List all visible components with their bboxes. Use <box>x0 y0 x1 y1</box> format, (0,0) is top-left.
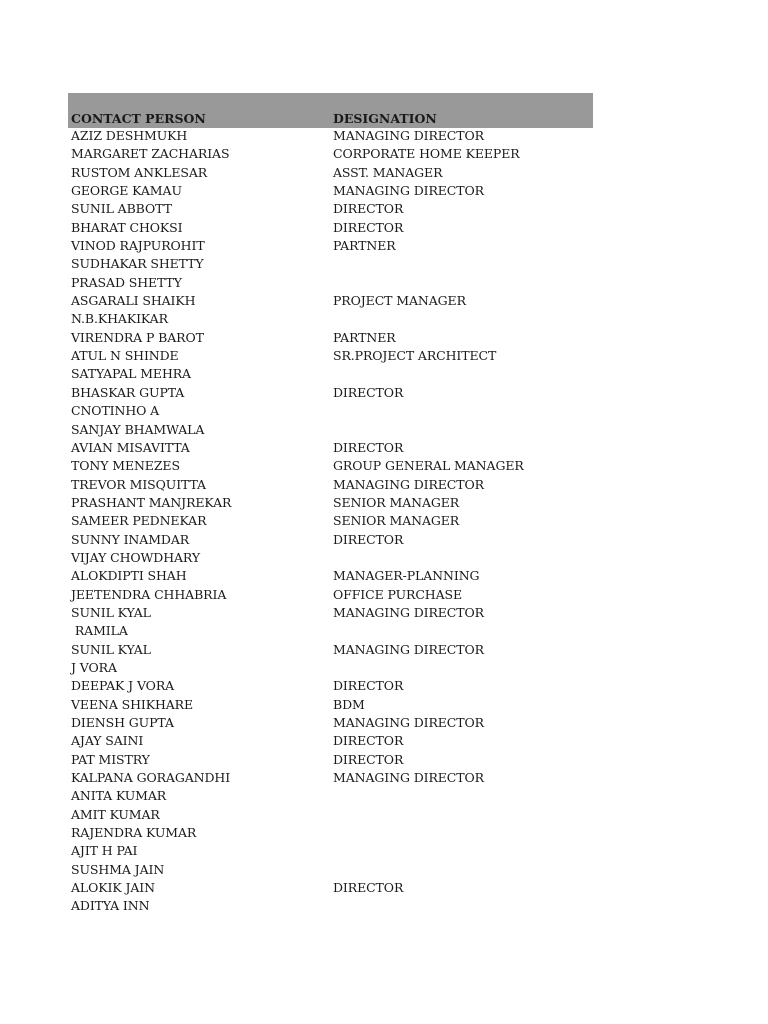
contact-person-cell: KALPANA GORAGANDHI <box>71 770 231 786</box>
designation-cell: MANAGING DIRECTOR <box>333 770 484 786</box>
table-row <box>68 880 593 898</box>
contact-person-cell: TONY MENEZES <box>71 458 180 474</box>
table-row <box>68 733 593 751</box>
table-row <box>68 550 593 568</box>
contact-person-cell: VEENA SHIKHARE <box>71 696 194 712</box>
table-row <box>68 422 593 440</box>
contact-person-cell: CNOTINHO A <box>71 403 160 419</box>
contact-person-cell: AJAY SAINI <box>71 733 144 749</box>
contact-person-cell: SAMEER PEDNEKAR <box>71 513 207 529</box>
designation-cell: ASST. MANAGER <box>333 164 443 180</box>
designation-cell: BDM <box>333 696 365 712</box>
designation-cell: DIRECTOR <box>333 384 404 400</box>
designation-cell: DIRECTOR <box>333 678 404 694</box>
contact-person-cell: ALOKDIPTI SHAH <box>71 568 187 584</box>
contact-person-cell: PRASHANT MANJREKAR <box>71 494 232 510</box>
contact-person-cell: J VORA <box>71 659 117 675</box>
contact-person-cell: AZIZ DESHMUKH <box>71 128 188 143</box>
designation-cell: SENIOR MANAGER <box>333 513 460 529</box>
contact-person-cell: PRASAD SHETTY <box>71 274 182 290</box>
table-row <box>68 348 593 366</box>
table-row <box>68 642 593 660</box>
contact-person-cell: VINOD RAJPUROHIT <box>71 238 205 254</box>
designation-cell: DIRECTOR <box>333 219 404 235</box>
designation-cell: DIRECTOR <box>333 531 404 547</box>
table-row <box>68 220 593 238</box>
contact-person-cell: RAJENDRA KUMAR <box>71 825 197 841</box>
table-row <box>68 513 593 531</box>
designation-cell: PARTNER <box>333 329 396 345</box>
table-row <box>68 532 593 550</box>
table-row <box>68 183 593 201</box>
contact-person-cell: DEEPAK J VORA <box>71 678 175 694</box>
table-row <box>68 605 593 623</box>
contact-person-cell: ADITYA INN <box>71 898 150 914</box>
contact-person-cell: ASGARALI SHAIKH <box>71 293 196 309</box>
table-row <box>68 238 593 256</box>
contact-person-cell: RUSTOM ANKLESAR <box>71 164 208 180</box>
table-row <box>68 843 593 861</box>
designation-cell: OFFICE PURCHASE <box>333 586 463 602</box>
table-body <box>68 128 593 917</box>
contact-person-cell: SUNIL ABBOTT <box>71 201 172 217</box>
table-row <box>68 128 593 146</box>
contact-person-cell: PAT MISTRY <box>71 751 150 767</box>
table-row <box>68 165 593 183</box>
contact-person-cell: AMIT KUMAR <box>71 806 160 822</box>
contact-person-cell: MARGARET ZACHARIAS <box>71 146 230 162</box>
table-row <box>68 495 593 513</box>
designation-cell: CORPORATE HOME KEEPER <box>333 146 520 162</box>
table-row <box>68 825 593 843</box>
designation-cell: GROUP GENERAL MANAGER <box>333 458 524 474</box>
table-row <box>68 568 593 586</box>
contact-person-cell: SUNIL KYAL <box>71 604 151 620</box>
contact-person-cell: RAMILA <box>71 623 128 639</box>
designation-cell: DIRECTOR <box>333 880 404 896</box>
contact-person-cell: SUNNY INAMDAR <box>71 531 190 547</box>
table-row <box>68 623 593 641</box>
contact-person-cell: AJIT H PAI <box>71 843 138 859</box>
table-row <box>68 715 593 733</box>
contact-person-cell: N.B.KHAKIKAR <box>71 311 168 327</box>
table-row <box>68 898 593 916</box>
designation-cell: DIRECTOR <box>333 751 404 767</box>
contact-person-cell: SANJAY BHAMWALA <box>71 421 205 437</box>
designation-cell: MANAGING DIRECTOR <box>333 715 484 730</box>
designation-cell: DIRECTOR <box>333 733 404 749</box>
table-row <box>68 477 593 495</box>
table-row <box>68 587 593 605</box>
table-row <box>68 275 593 293</box>
table-row <box>68 788 593 806</box>
table-row <box>68 440 593 458</box>
contact-person-cell: SATYAPAL MEHRA <box>71 366 191 382</box>
designation-cell: MANAGER-PLANNING <box>333 568 480 584</box>
table-row <box>68 770 593 788</box>
header-designation: DESIGNATION <box>333 111 437 126</box>
table-row <box>68 330 593 348</box>
contact-person-cell: SUNIL KYAL <box>71 641 151 657</box>
contact-person-cell: SUSHMA JAIN <box>71 861 165 877</box>
table-row <box>68 458 593 476</box>
designation-cell: MANAGING DIRECTOR <box>333 183 484 199</box>
table-row <box>68 311 593 329</box>
designation-cell: PROJECT MANAGER <box>333 293 466 309</box>
contact-person-cell: BHASKAR GUPTA <box>71 384 185 400</box>
contact-person-cell: VIRENDRA P BAROT <box>71 329 204 345</box>
contact-person-cell: ATUL N SHINDE <box>71 348 179 364</box>
contact-person-cell: ANITA KUMAR <box>71 788 167 804</box>
contact-person-cell: AVIAN MISAVITTA <box>71 439 190 455</box>
designation-cell: DIRECTOR <box>333 439 404 455</box>
designation-cell: MANAGING DIRECTOR <box>333 641 484 657</box>
contact-person-cell: VIJAY CHOWDHARY <box>71 549 201 565</box>
table-row <box>68 293 593 311</box>
contact-person-cell: SUDHAKAR SHETTY <box>71 256 204 272</box>
designation-cell: DIRECTOR <box>333 201 404 217</box>
table-row <box>68 678 593 696</box>
contact-person-cell: TREVOR MISQUITTA <box>71 476 206 492</box>
table-header <box>68 93 593 128</box>
table-row <box>68 201 593 219</box>
contact-table <box>68 93 593 917</box>
table-row <box>68 807 593 825</box>
contact-person-cell: DIENSH GUPTA <box>71 715 174 730</box>
contact-person-cell: ALOKIK JAIN <box>71 880 155 896</box>
designation-cell: SENIOR MANAGER <box>333 494 460 510</box>
designation-cell: MANAGING DIRECTOR <box>333 604 484 620</box>
designation-cell: MANAGING DIRECTOR <box>333 476 484 492</box>
table-row <box>68 146 593 164</box>
table-row <box>68 256 593 274</box>
header-contact-person: CONTACT PERSON <box>71 111 206 126</box>
designation-cell: PARTNER <box>333 238 396 254</box>
table-row <box>68 752 593 770</box>
contact-person-cell: BHARAT CHOKSI <box>71 219 183 235</box>
table-row <box>68 862 593 880</box>
table-row <box>68 403 593 421</box>
table-row <box>68 366 593 384</box>
table-row <box>68 385 593 403</box>
contact-person-cell: GEORGE KAMAU <box>71 183 182 199</box>
table-row <box>68 697 593 715</box>
designation-cell: SR.PROJECT ARCHITECT <box>333 348 497 364</box>
designation-cell: MANAGING DIRECTOR <box>333 128 484 143</box>
contact-person-cell: JEETENDRA CHHABRIA <box>71 586 227 602</box>
table-row <box>68 660 593 678</box>
